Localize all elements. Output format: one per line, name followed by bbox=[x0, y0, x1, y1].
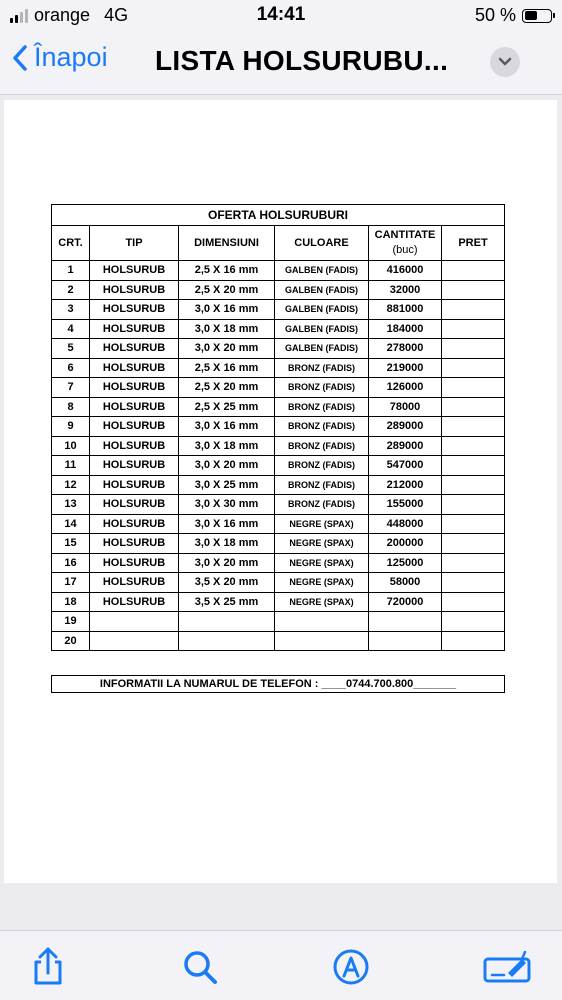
cell-culoare: NEGRE (SPAX) bbox=[275, 592, 369, 612]
table-row bbox=[52, 534, 505, 554]
cell-culoare: GALBEN (FADIS) bbox=[275, 280, 369, 300]
header-dimensiuni: DIMENSIUNI bbox=[179, 226, 275, 261]
cell-dimensiuni: 2,5 X 20 mm bbox=[179, 280, 275, 300]
cell-crt: 14 bbox=[52, 514, 90, 534]
cell-dimensiuni: 3,0 X 16 mm bbox=[179, 417, 275, 437]
offer-table bbox=[51, 204, 505, 651]
cell-cantitate: 448000 bbox=[369, 514, 442, 534]
cell-crt: 13 bbox=[52, 495, 90, 515]
cell-culoare: GALBEN (FADIS) bbox=[275, 261, 369, 281]
cell-culoare: BRONZ (FADIS) bbox=[275, 475, 369, 495]
back-button-label: Înapoi bbox=[34, 42, 108, 72]
cell-pret bbox=[442, 358, 505, 378]
cell-tip bbox=[90, 631, 179, 651]
cell-pret bbox=[442, 319, 505, 339]
table-row bbox=[52, 339, 505, 359]
cell-pret bbox=[442, 300, 505, 320]
cell-pret bbox=[442, 456, 505, 476]
header-crt: CRT. bbox=[52, 226, 90, 261]
cell-crt: 18 bbox=[52, 592, 90, 612]
cell-crt: 16 bbox=[52, 553, 90, 573]
cell-cantitate: 720000 bbox=[369, 592, 442, 612]
table-row bbox=[52, 553, 505, 573]
cell-tip: HOLSURUB bbox=[90, 592, 179, 612]
header-cantitate-label: CANTITATE bbox=[374, 229, 436, 241]
cell-pret bbox=[442, 436, 505, 456]
cell-crt: 7 bbox=[52, 378, 90, 398]
cell-culoare bbox=[275, 612, 369, 632]
cell-culoare: NEGRE (SPAX) bbox=[275, 573, 369, 593]
cell-crt: 12 bbox=[52, 475, 90, 495]
table-row bbox=[52, 436, 505, 456]
cell-pret bbox=[442, 378, 505, 398]
carrier-name: orange bbox=[34, 5, 91, 25]
cell-culoare bbox=[275, 631, 369, 651]
cell-culoare: BRONZ (FADIS) bbox=[275, 378, 369, 398]
cell-culoare: NEGRE (SPAX) bbox=[275, 514, 369, 534]
cell-culoare: BRONZ (FADIS) bbox=[275, 397, 369, 417]
status-bar bbox=[0, 0, 562, 32]
cell-pret bbox=[442, 612, 505, 632]
cell-cantitate: 881000 bbox=[369, 300, 442, 320]
signature-button[interactable] bbox=[482, 947, 532, 987]
battery-percentage: 50 % bbox=[474, 5, 516, 25]
cell-cantitate: 219000 bbox=[369, 358, 442, 378]
cell-dimensiuni: 3,0 X 16 mm bbox=[179, 514, 275, 534]
chevron-down-icon bbox=[498, 57, 512, 67]
table-row bbox=[52, 300, 505, 320]
cell-cantitate: 32000 bbox=[369, 280, 442, 300]
cell-cantitate: 78000 bbox=[369, 397, 442, 417]
title-menu-button[interactable] bbox=[490, 47, 520, 77]
cell-crt: 4 bbox=[52, 319, 90, 339]
table-row bbox=[52, 280, 505, 300]
cell-crt: 15 bbox=[52, 534, 90, 554]
cell-tip: HOLSURUB bbox=[90, 534, 179, 554]
status-time: 14:41 bbox=[256, 4, 306, 25]
cell-dimensiuni: 3,0 X 20 mm bbox=[179, 339, 275, 359]
cell-dimensiuni: 3,0 X 20 mm bbox=[179, 553, 275, 573]
cell-cantitate: 278000 bbox=[369, 339, 442, 359]
back-button[interactable] bbox=[12, 42, 108, 73]
cell-crt: 6 bbox=[52, 358, 90, 378]
header-culoare: CULOARE bbox=[275, 226, 369, 261]
chevron-left-icon bbox=[12, 44, 28, 72]
cell-dimensiuni: 2,5 X 16 mm bbox=[179, 261, 275, 281]
header-cantitate-unit: (buc) bbox=[392, 244, 418, 256]
cell-cantitate: 126000 bbox=[369, 378, 442, 398]
cell-pret bbox=[442, 280, 505, 300]
cell-cantitate: 155000 bbox=[369, 495, 442, 515]
cell-pret bbox=[442, 339, 505, 359]
table-row bbox=[52, 417, 505, 437]
cell-culoare: GALBEN (FADIS) bbox=[275, 339, 369, 359]
cell-cantitate: 289000 bbox=[369, 417, 442, 437]
cell-culoare: NEGRE (SPAX) bbox=[275, 534, 369, 554]
cell-dimensiuni: 3,5 X 25 mm bbox=[179, 592, 275, 612]
cell-culoare: BRONZ (FADIS) bbox=[275, 417, 369, 437]
cell-dimensiuni bbox=[179, 631, 275, 651]
cell-pret bbox=[442, 397, 505, 417]
cell-cantitate: 547000 bbox=[369, 456, 442, 476]
cell-tip: HOLSURUB bbox=[90, 436, 179, 456]
cell-dimensiuni bbox=[179, 612, 275, 632]
cell-tip bbox=[90, 612, 179, 632]
cell-cantitate: 200000 bbox=[369, 534, 442, 554]
cell-dimensiuni: 3,5 X 20 mm bbox=[179, 573, 275, 593]
search-icon bbox=[180, 947, 220, 987]
cell-pret bbox=[442, 475, 505, 495]
network-type: 4G bbox=[104, 5, 129, 25]
cell-dimensiuni: 3,0 X 30 mm bbox=[179, 495, 275, 515]
cell-dimensiuni: 2,5 X 25 mm bbox=[179, 397, 275, 417]
table-title: OFERTA HOLSURUBURI bbox=[52, 205, 505, 226]
cell-crt: 17 bbox=[52, 573, 90, 593]
table-row bbox=[52, 514, 505, 534]
cell-culoare: GALBEN (FADIS) bbox=[275, 300, 369, 320]
cell-cantitate: 58000 bbox=[369, 573, 442, 593]
cell-culoare: BRONZ (FADIS) bbox=[275, 456, 369, 476]
cell-tip: HOLSURUB bbox=[90, 553, 179, 573]
table-row bbox=[52, 319, 505, 339]
cell-culoare: BRONZ (FADIS) bbox=[275, 495, 369, 515]
cell-cantitate: 416000 bbox=[369, 261, 442, 281]
cell-crt: 5 bbox=[52, 339, 90, 359]
cell-tip: HOLSURUB bbox=[90, 514, 179, 534]
cell-tip: HOLSURUB bbox=[90, 358, 179, 378]
cell-dimensiuni: 2,5 X 20 mm bbox=[179, 378, 275, 398]
search-button[interactable] bbox=[180, 947, 220, 987]
cell-pret bbox=[442, 261, 505, 281]
markup-icon bbox=[331, 947, 371, 987]
cell-tip: HOLSURUB bbox=[90, 475, 179, 495]
cell-crt: 3 bbox=[52, 300, 90, 320]
cell-pret bbox=[442, 534, 505, 554]
battery-icon bbox=[522, 9, 552, 23]
cell-culoare: BRONZ (FADIS) bbox=[275, 358, 369, 378]
bottom-toolbar bbox=[0, 930, 562, 1000]
cell-crt: 20 bbox=[52, 631, 90, 651]
cell-pret bbox=[442, 417, 505, 437]
header-pret: PRET bbox=[442, 226, 505, 261]
table-row bbox=[52, 358, 505, 378]
table-row bbox=[52, 261, 505, 281]
cell-crt: 2 bbox=[52, 280, 90, 300]
table-row bbox=[52, 397, 505, 417]
cell-dimensiuni: 3,0 X 18 mm bbox=[179, 319, 275, 339]
cell-tip: HOLSURUB bbox=[90, 495, 179, 515]
cell-crt: 19 bbox=[52, 612, 90, 632]
cell-crt: 8 bbox=[52, 397, 90, 417]
cell-dimensiuni: 3,0 X 25 mm bbox=[179, 475, 275, 495]
cell-crt: 1 bbox=[52, 261, 90, 281]
document-page bbox=[4, 100, 557, 883]
cell-crt: 11 bbox=[52, 456, 90, 476]
signature-icon bbox=[482, 947, 532, 987]
cell-tip: HOLSURUB bbox=[90, 573, 179, 593]
cell-culoare: GALBEN (FADIS) bbox=[275, 319, 369, 339]
cell-tip: HOLSURUB bbox=[90, 280, 179, 300]
cell-tip: HOLSURUB bbox=[90, 261, 179, 281]
battery-level bbox=[525, 11, 538, 20]
table-row bbox=[52, 475, 505, 495]
cell-pret bbox=[442, 514, 505, 534]
cell-dimensiuni: 3,0 X 18 mm bbox=[179, 534, 275, 554]
document-title: LISTA HOLSURUBU... bbox=[155, 45, 449, 76]
navigation-bar bbox=[0, 32, 562, 95]
cell-pret bbox=[442, 573, 505, 593]
phone-info: INFORMATII LA NUMARUL DE TELEFON : ____0744.700.800_______ bbox=[51, 675, 505, 693]
cell-tip: HOLSURUB bbox=[90, 339, 179, 359]
cell-dimensiuni: 3,0 X 16 mm bbox=[179, 300, 275, 320]
header-tip: TIP bbox=[90, 226, 179, 261]
cell-pret bbox=[442, 495, 505, 515]
cell-crt: 9 bbox=[52, 417, 90, 437]
table-row bbox=[52, 456, 505, 476]
share-button[interactable] bbox=[28, 947, 68, 987]
header-cantitate bbox=[369, 226, 442, 261]
cell-cantitate: 212000 bbox=[369, 475, 442, 495]
cell-cantitate bbox=[369, 612, 442, 632]
table-row bbox=[52, 378, 505, 398]
cell-tip: HOLSURUB bbox=[90, 417, 179, 437]
share-icon bbox=[28, 947, 68, 987]
cell-crt: 10 bbox=[52, 436, 90, 456]
cell-cantitate: 125000 bbox=[369, 553, 442, 573]
markup-button[interactable] bbox=[331, 947, 371, 987]
cell-tip: HOLSURUB bbox=[90, 456, 179, 476]
cell-pret bbox=[442, 592, 505, 612]
cell-culoare: NEGRE (SPAX) bbox=[275, 553, 369, 573]
cell-cantitate: 289000 bbox=[369, 436, 442, 456]
table-row bbox=[52, 612, 505, 632]
table-body bbox=[52, 261, 505, 651]
cell-tip: HOLSURUB bbox=[90, 378, 179, 398]
cell-culoare: BRONZ (FADIS) bbox=[275, 436, 369, 456]
cell-pret bbox=[442, 631, 505, 651]
cell-cantitate: 184000 bbox=[369, 319, 442, 339]
status-right bbox=[475, 5, 552, 26]
table-row bbox=[52, 592, 505, 612]
cell-pret bbox=[442, 553, 505, 573]
table-row bbox=[52, 573, 505, 593]
cell-cantitate bbox=[369, 631, 442, 651]
cell-dimensiuni: 2,5 X 16 mm bbox=[179, 358, 275, 378]
cell-tip: HOLSURUB bbox=[90, 319, 179, 339]
cell-tip: HOLSURUB bbox=[90, 300, 179, 320]
cell-dimensiuni: 3,0 X 18 mm bbox=[179, 436, 275, 456]
table-row bbox=[52, 631, 505, 651]
cell-tip: HOLSURUB bbox=[90, 397, 179, 417]
table-row bbox=[52, 495, 505, 515]
cell-dimensiuni: 3,0 X 20 mm bbox=[179, 456, 275, 476]
